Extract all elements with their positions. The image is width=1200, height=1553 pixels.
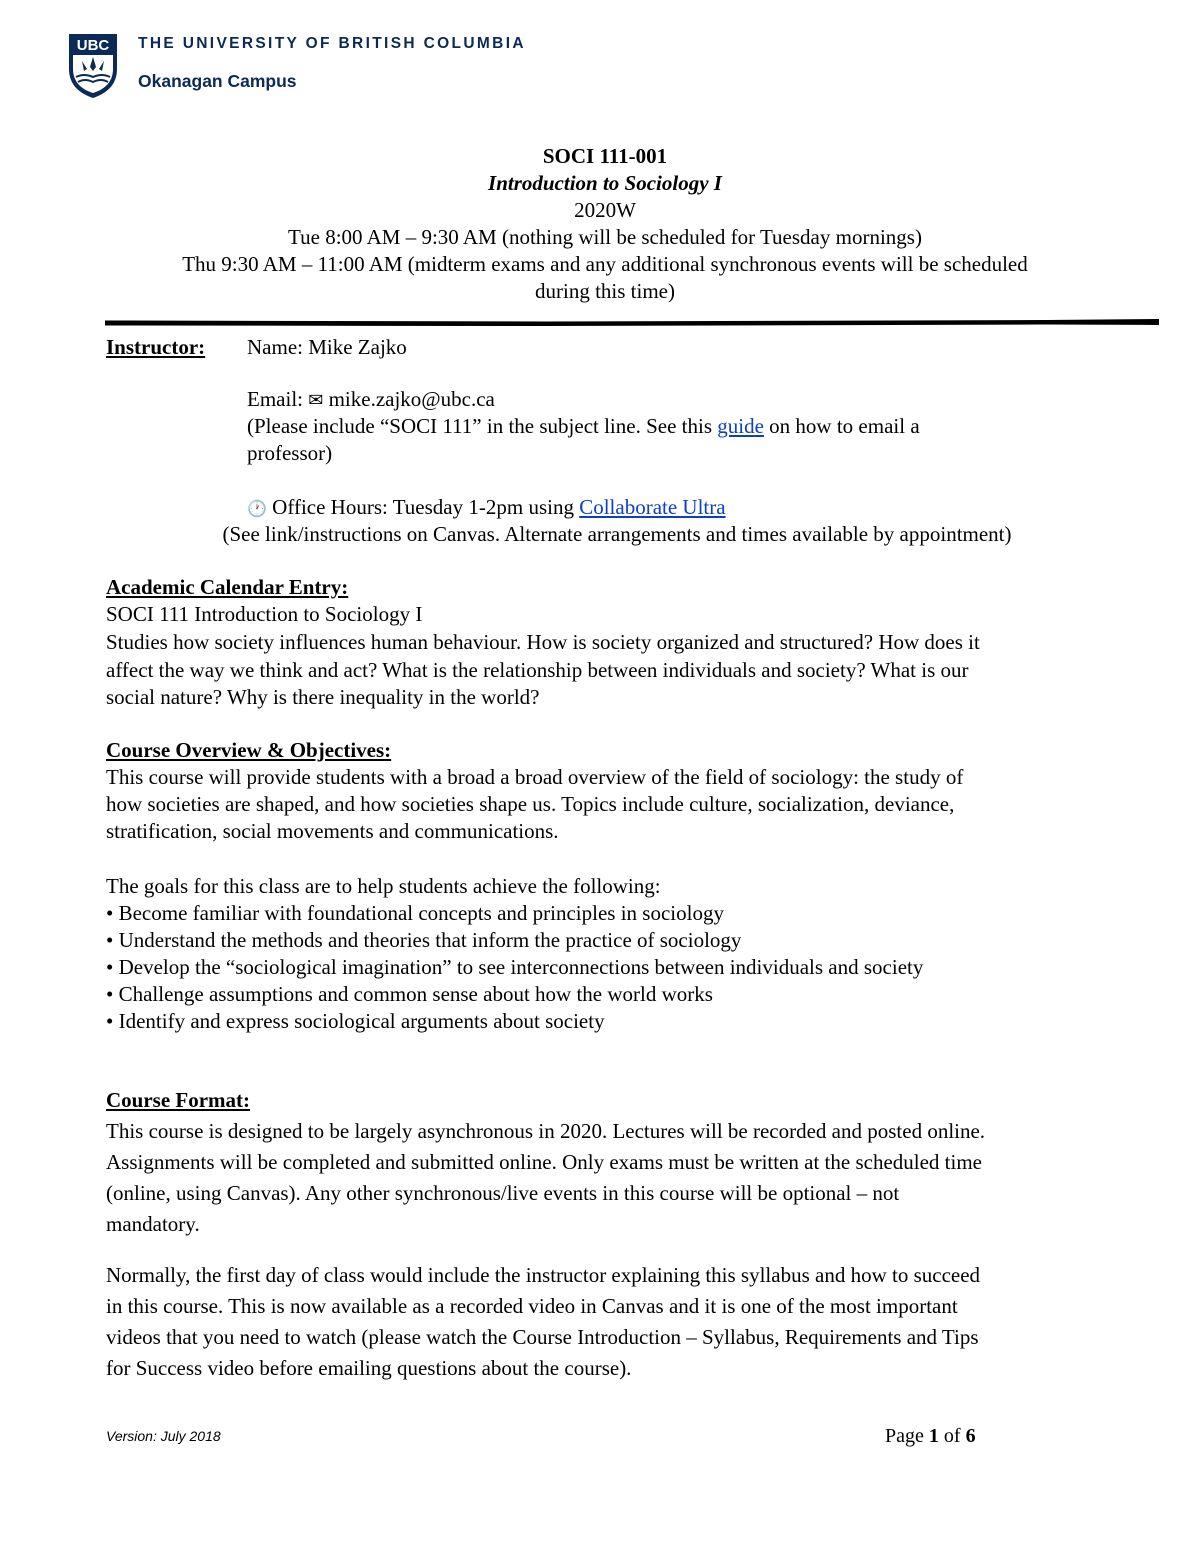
- goal-item: • Identify and express sociological arguments about society: [106, 1009, 605, 1033]
- format-line: Assignments will be completed and submitted online. Only exams must be written at the scheduled time: [106, 1150, 983, 1174]
- instructor-heading: Instructor:: [106, 335, 206, 359]
- instructor-name: Name: Mike Zajko: [247, 335, 407, 359]
- email-guide-link[interactable]: guide: [717, 414, 764, 438]
- collaborate-ultra-link[interactable]: Collaborate Ultra: [579, 495, 726, 519]
- overview-heading: Course Overview & Objectives:: [106, 738, 392, 762]
- section-divider: [105, 319, 1159, 326]
- clock-icon: 🕐: [247, 499, 267, 518]
- course-code: SOCI 111-001: [542, 144, 668, 168]
- overview-line: stratification, social movements and communications.: [106, 819, 559, 843]
- calendar-line: social nature? Why is there inequality in the world?: [106, 685, 540, 709]
- page-total: 6: [965, 1425, 976, 1447]
- format-line: in this course. This is now available as a recorded video in Canvas and it is one of the most important: [106, 1294, 958, 1318]
- format-line: This course is designed to be largely asynchronous in 2020. Lectures will be recorded and posted online.: [106, 1119, 986, 1143]
- page-number: [885, 1425, 976, 1448]
- logo-text: UBC: [76, 37, 110, 54]
- office-hours-text: Office Hours: Tuesday 1-2pm using: [266, 495, 580, 519]
- email-note: [247, 413, 920, 441]
- overview-line: how societies are shaped, and how societies shape us. Topics include culture, socialization, deviance,: [106, 792, 955, 816]
- schedule-thursday-cont: during this time): [535, 279, 675, 303]
- format-line: videos that you need to watch (please watch the Course Introduction – Syllabus, Requirements and Tips: [106, 1325, 979, 1349]
- schedule-tuesday: Tue 8:00 AM – 9:30 AM (nothing will be scheduled for Tuesday mornings): [288, 225, 922, 249]
- instructor-email-line: [247, 386, 495, 415]
- page-current: 1: [928, 1425, 939, 1447]
- email-note-text: (Please include “SOCI 111” in the subject line. See this: [247, 414, 718, 438]
- instructor-email[interactable]: mike.zajko@ubc.ca: [328, 387, 495, 411]
- email-label: Email:: [247, 387, 309, 411]
- calendar-line: affect the way we think and act? What is the relationship between individuals and society? What is our: [106, 658, 969, 682]
- email-note-text-end: on how to email a: [763, 414, 920, 438]
- format-line: for Success video before emailing questions about the course).: [106, 1356, 632, 1380]
- email-note-cont: professor): [247, 441, 333, 465]
- goal-item: • Understand the methods and theories that inform the practice of sociology: [106, 928, 742, 952]
- ubc-crest-logo: [68, 33, 118, 99]
- office-hours-note: (See link/instructions on Canvas. Alternate arrangements and times available by appointment): [222, 522, 1012, 546]
- format-heading: Course Format:: [106, 1088, 251, 1112]
- goal-item: • Challenge assumptions and common sense about how the world works: [106, 982, 713, 1006]
- calendar-heading: Academic Calendar Entry:: [106, 575, 349, 599]
- schedule-thursday: Thu 9:30 AM – 11:00 AM (midterm exams and any additional synchronous events will be scheduled: [182, 252, 1028, 276]
- document-version: Version: July 2018: [106, 1428, 221, 1444]
- format-line: (online, using Canvas). Any other synchronous/live events in this course will be optional – not: [106, 1181, 900, 1205]
- goals-intro: The goals for this class are to help students achieve the following:: [106, 874, 661, 898]
- format-line: mandatory.: [106, 1212, 200, 1236]
- office-hours-line: [247, 494, 726, 523]
- page-label: Page: [885, 1425, 929, 1447]
- goal-item: • Develop the “sociological imagination” to see interconnections between individuals and society: [106, 955, 924, 979]
- course-name: Introduction to Sociology I: [488, 171, 722, 195]
- goal-item: • Become familiar with foundational concepts and principles in sociology: [106, 901, 724, 925]
- envelope-icon: ✉: [308, 390, 324, 411]
- university-name: THE UNIVERSITY OF BRITISH COLUMBIA: [138, 35, 526, 52]
- calendar-line: Studies how society influences human behaviour. How is society organized and structured? How does it: [106, 630, 980, 654]
- course-term: 2020W: [574, 198, 636, 222]
- calendar-line: SOCI 111 Introduction to Sociology I: [106, 602, 423, 626]
- format-line: Normally, the first day of class would include the instructor explaining this syllabus and how to succeed: [106, 1263, 981, 1287]
- page-of: of: [938, 1425, 966, 1447]
- overview-line: This course will provide students with a broad a broad overview of the field of sociology: the study of: [106, 765, 964, 789]
- campus-name: Okanagan Campus: [138, 71, 297, 91]
